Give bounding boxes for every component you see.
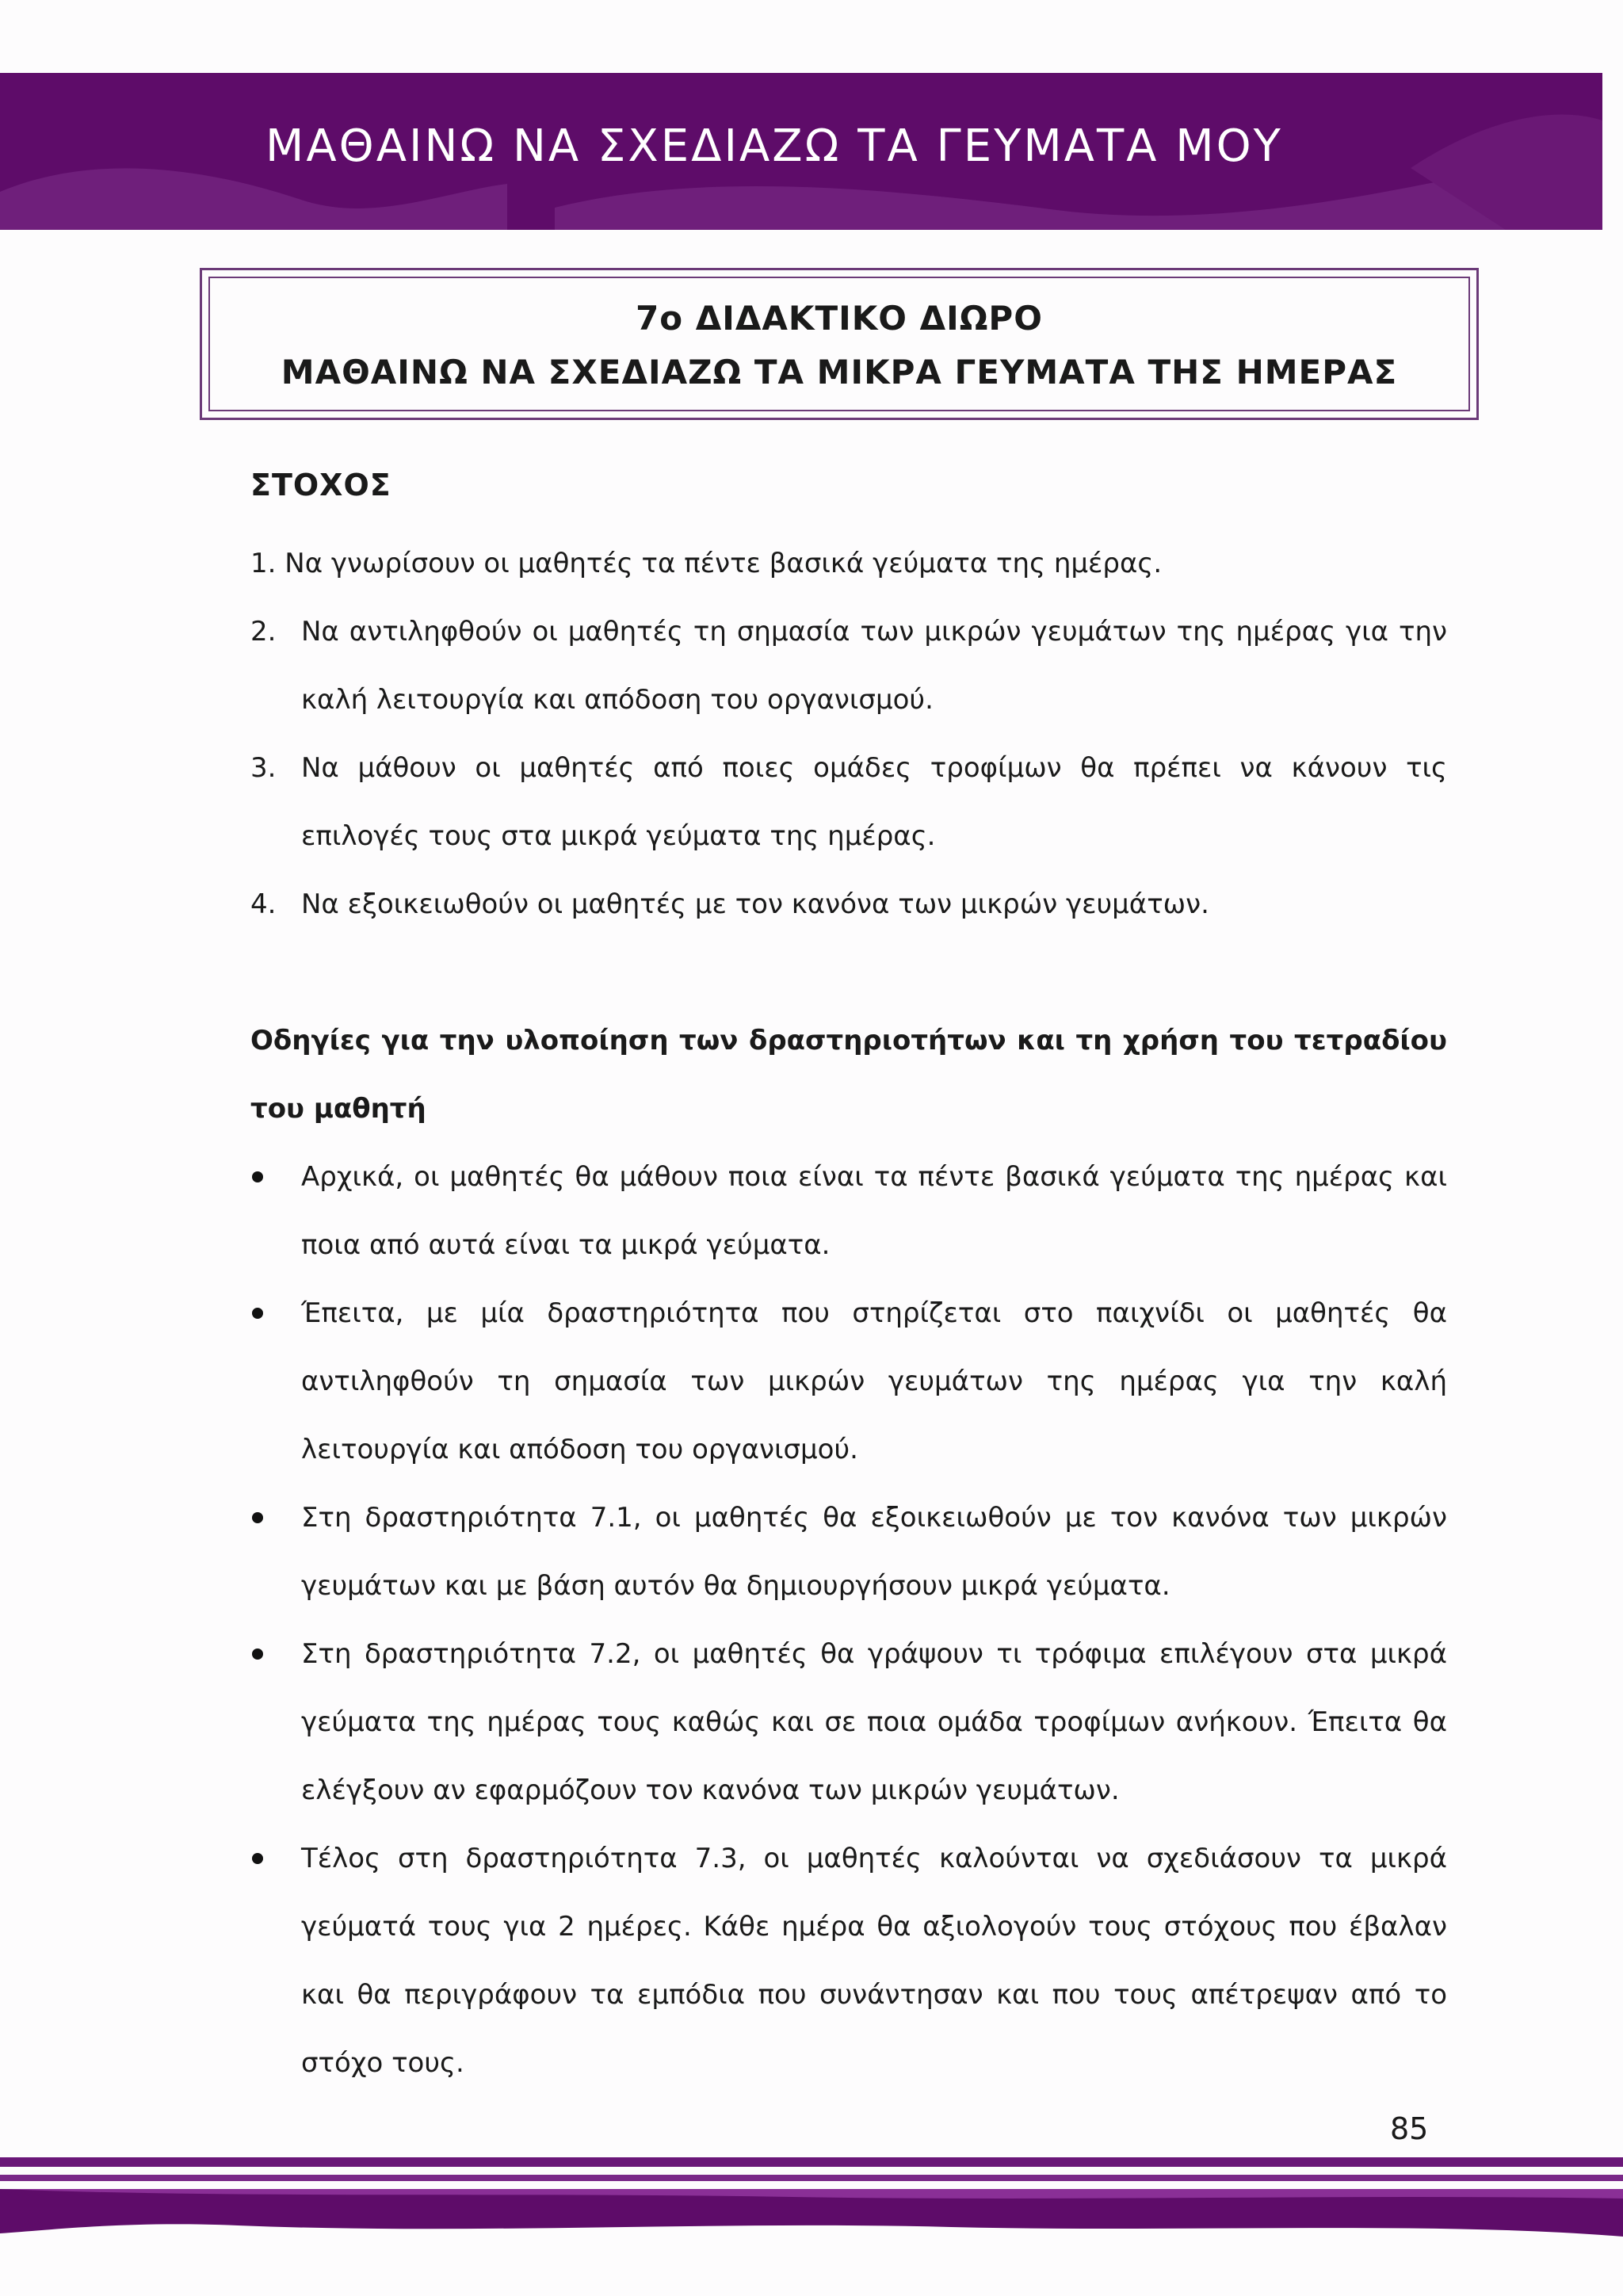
goal-text: Να γνωρίσουν οι μαθητές τα πέντε βασικά γεύματα της ημέρας. — [285, 548, 1163, 579]
instruction-text: Αρχικά, οι μαθητές θα μάθουν ποια είναι τα πέντε βασικά γεύματα της ημέρας και ποια από αυτά είναι τα μικρά γεύματα. — [301, 1161, 1447, 1261]
footer-bands — [0, 2157, 1623, 2237]
goal-item — [250, 734, 1447, 870]
header-title: ΜΑΘΑΙΝΩ ΝΑ ΣΧΕΔΙΑΖΩ ΤΑ ΓΕΥΜΑΤΑ ΜΟΥ — [265, 120, 1283, 172]
instruction-bullet — [250, 1620, 1447, 1824]
goal-text: Να μάθουν οι μαθητές από ποιες ομάδες τροφίμων θα πρέπει να κάνουν τις επιλογές τους στα μικρά γεύματα της ημέρας. — [301, 752, 1447, 852]
instruction-text: Έπειτα, με μία δραστηριότητα που στηρίζεται στο παιχνίδι οι μαθητές θα αντιληφθούν τη σημασία των μικρών γευμάτων της ημέρας για την καλή λειτουργία και απόδοση του οργανισμού. — [301, 1297, 1447, 1465]
goal-number: 4. — [250, 888, 277, 920]
instructions-heading: Οδηγίες για την υλοποίηση των δραστηριοτήτων και τη χρήση του τετραδίου του μαθητή — [250, 1025, 1447, 1125]
instruction-bullet — [250, 1484, 1447, 1620]
goal-item — [250, 529, 1447, 598]
goals-heading: ΣΤΟΧΟΣ — [250, 468, 391, 502]
goal-number: 3. — [250, 752, 277, 784]
bullet-dot-icon — [252, 1512, 263, 1523]
lesson-title-box-inner — [208, 277, 1470, 411]
bullet-dot-icon — [252, 1308, 263, 1319]
lesson-title: ΜΑΘΑΙΝΩ ΝΑ ΣΧΕΔΙΑΖΩ ΤΑ ΜΙΚΡΑ ΓΕΥΜΑΤΑ ΤΗΣ ΗΜΕΡΑΣ — [281, 353, 1398, 392]
instruction-text: Στη δραστηριότητα 7.2, οι μαθητές θα γράψουν τι τρόφιμα επιλέγουν στα μικρά γεύματα της ημέρας τους καθώς και σε ποια ομάδα τροφίμων ανήκουν. Έπειτα θα ελέγξουν αν εφαρμόζουν τον κανόνα των μικρών γευμάτων. — [301, 1638, 1447, 1806]
goal-number: 1. — [250, 548, 277, 579]
page-number: 85 — [1390, 2111, 1429, 2146]
goal-text: Να εξοικειωθούν οι μαθητές με τον κανόνα των μικρών γευμάτων. — [301, 888, 1209, 920]
goal-item — [250, 870, 1447, 938]
goal-text: Να αντιληφθούν οι μαθητές τη σημασία των μικρών γευμάτων της ημέρας για την καλή λειτουργία και απόδοση του οργανισμού. — [301, 616, 1447, 716]
bullet-dot-icon — [252, 1648, 263, 1660]
bullet-dot-icon — [252, 1853, 263, 1864]
main-content — [250, 468, 1447, 2097]
instruction-text: Τέλος στη δραστηριότητα 7.3, οι μαθητές καλούνται να σχεδιάσουν τα μικρά γεύματά τους για 2 ημέρες. Κάθε ημέρα θα αξιολογούν τους στόχους που έβαλαν και θα περιγράφουν τα εμπόδια που συνάντησαν και που τους απέτρεψαν από το στόχο τους. — [301, 1843, 1447, 2079]
header-banner — [0, 73, 1602, 230]
goal-item — [250, 598, 1447, 734]
instruction-text: Στη δραστηριότητα 7.1, οι μαθητές θα εξοικειωθούν με τον κανόνα των μικρών γευμάτων και με βάση αυτόν θα δημιουργήσουν μικρά γεύματα. — [301, 1502, 1447, 1602]
lesson-number: 7ο ΔΙΔΑΚΤΙΚΟ ΔΙΩΡΟ — [636, 299, 1043, 338]
footer-wave-decoration — [0, 2157, 1623, 2237]
instruction-bullet — [250, 1279, 1447, 1484]
lesson-title-box — [200, 268, 1479, 420]
goal-number: 2. — [250, 616, 277, 648]
bullet-dot-icon — [252, 1171, 263, 1182]
instruction-bullet — [250, 1143, 1447, 1279]
instruction-bullet — [250, 1824, 1447, 2097]
